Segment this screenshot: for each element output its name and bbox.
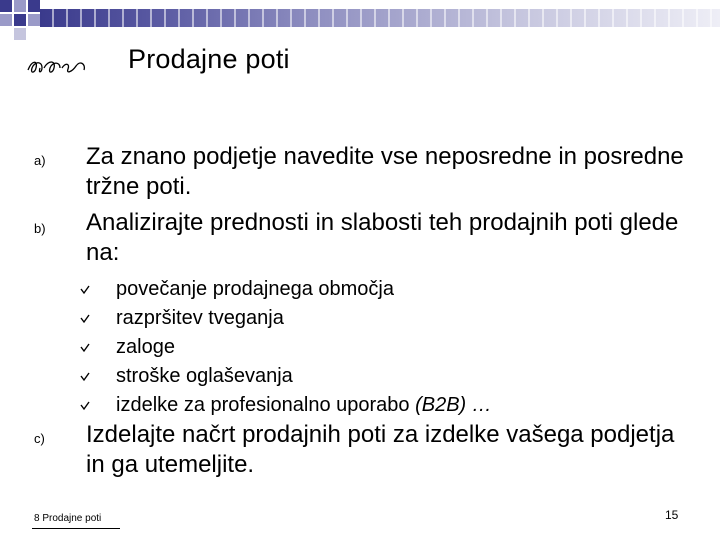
- list-item: [80, 275, 640, 304]
- item-text-a: Za znano podjetje navedite vse neposredne in posredne tržne poti.: [86, 143, 684, 200]
- list-item: [80, 333, 640, 362]
- list-item: [80, 304, 640, 333]
- checkmark-bullet-icon: [80, 372, 90, 382]
- deco-square: [14, 0, 26, 12]
- handwritten-flourish-icon: [26, 56, 96, 78]
- item-marker-b: b): [34, 221, 46, 236]
- checkmark-bullet-icon: [80, 343, 90, 353]
- sub-item-text: [116, 391, 492, 420]
- page-number: 15: [665, 508, 679, 522]
- item-text-b: Analizirajte prednosti in slabosti teh prodajnih poti glede na:: [86, 209, 679, 266]
- header-gradient-stripes: [40, 9, 720, 27]
- list-item: [80, 391, 640, 420]
- item-marker-c: c): [34, 431, 45, 446]
- footer-rule: [32, 528, 120, 529]
- deco-square: [0, 14, 12, 26]
- footer-label: 8 Prodajne poti: [34, 513, 102, 524]
- sub-item-text: razpršitev tveganja: [116, 307, 284, 329]
- checkmark-bullet-icon: [80, 401, 90, 411]
- item-text-c: Izdelajte načrt prodajnih poti za izdelke vašega podjetja in ga utemeljite.: [86, 421, 675, 478]
- deco-square: [28, 0, 40, 12]
- sub-item-text: zaloge: [116, 336, 175, 358]
- checkmark-bullet-icon: [80, 285, 90, 295]
- sub-item-text-italic: (B2B) …: [415, 394, 492, 416]
- list-item: [80, 362, 640, 391]
- deco-square: [28, 14, 40, 26]
- deco-square: [0, 0, 12, 12]
- deco-square: [14, 14, 26, 26]
- sub-item-text-plain: izdelke za profesionalno uporabo: [116, 394, 416, 416]
- sub-item-text: stroške oglaševanja: [116, 365, 293, 387]
- sub-item-text: povečanje prodajnega območja: [116, 278, 394, 300]
- deco-square: [14, 28, 26, 40]
- item-marker-a: a): [34, 153, 46, 168]
- checkmark-bullet-icon: [80, 314, 90, 324]
- slide-title: Prodajne poti: [128, 44, 290, 74]
